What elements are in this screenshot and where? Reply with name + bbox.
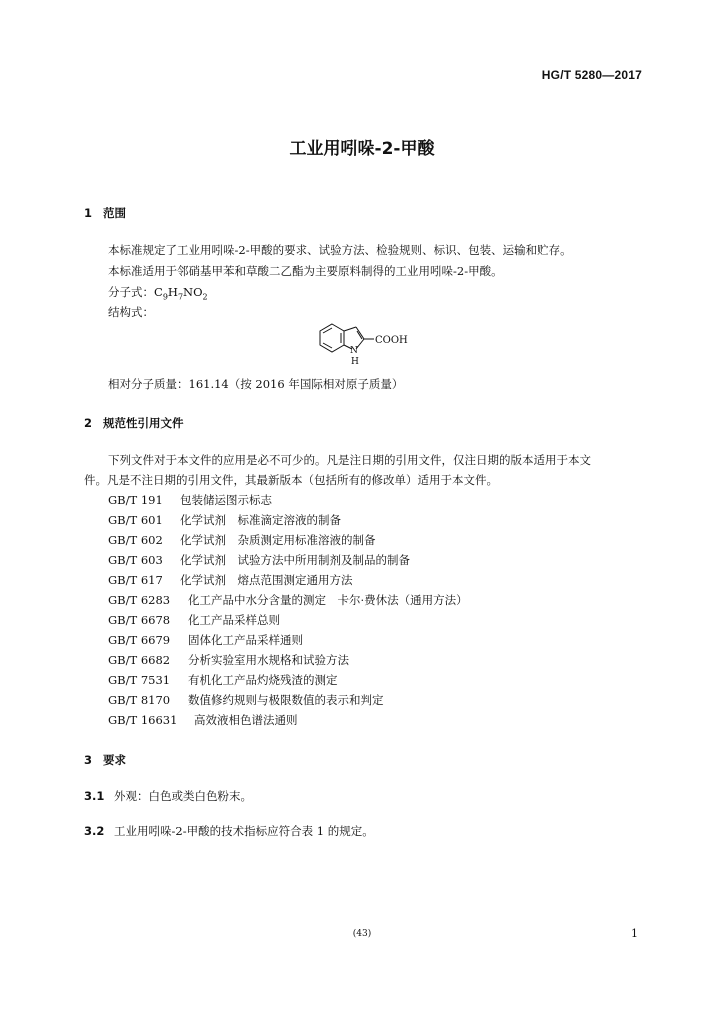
reference-title: 化工产品中水分含量的测定 卡尔·费休法（通用方法） [188, 593, 468, 607]
reference-title: 化学试剂 杂质测定用标准溶液的制备 [180, 533, 376, 547]
clause-number: 3.2 [84, 824, 105, 838]
reference-title: 化学试剂 熔点范围测定通用方法 [180, 573, 353, 587]
formula-h-sub: 7 [177, 292, 184, 302]
requirement-3-2 [84, 822, 374, 840]
reference-item [108, 692, 384, 708]
formula-h: H [167, 285, 178, 299]
section-3-heading [84, 752, 126, 768]
reference-code: GB/T 16631 [108, 713, 178, 727]
reference-item [108, 512, 341, 528]
page-number: 1 [631, 927, 638, 940]
scope-paragraph-2: 本标准适用于邻硝基甲苯和草酸二乙酯为主要原料制得的工业用吲哚-2-甲酸。 [108, 264, 503, 278]
reference-code: GB/T 191 [108, 493, 163, 507]
section-number: 3 [84, 753, 93, 767]
reference-code: GB/T 8170 [108, 693, 171, 707]
cooh-group: COOH [375, 335, 408, 346]
reference-item [108, 492, 272, 508]
reference-code: GB/T 6283 [108, 593, 171, 607]
reference-title: 有机化工产品灼烧残渣的测定 [188, 673, 338, 687]
reference-title: 化学试剂 试验方法中所用制剂及制品的制备 [180, 553, 410, 567]
requirement-3-1 [84, 787, 252, 805]
reference-item [108, 532, 376, 548]
reference-code: GB/T 601 [108, 513, 163, 527]
section-1-heading [84, 205, 126, 221]
reference-item [108, 712, 298, 728]
reference-code: GB/T 617 [108, 573, 163, 587]
formula-no-sub: 2 [202, 292, 208, 302]
reference-title: 包装储运图示标志 [180, 493, 272, 507]
reference-title: 分析实验室用水规格和试验方法 [188, 653, 349, 667]
section-number: 2 [84, 416, 93, 430]
formula-c: C [154, 285, 163, 299]
section-number: 1 [84, 206, 93, 220]
reference-title: 数值修约规则与极限数值的表示和判定 [188, 693, 384, 707]
section-title: 规范性引用文件 [103, 416, 184, 430]
reference-title: 化学试剂 标准滴定溶液的制备 [180, 513, 341, 527]
clause-text: 外观：白色或类白色粉末。 [114, 789, 252, 803]
standard-code: HG/T 5280—2017 [541, 68, 642, 82]
section-title: 要求 [103, 753, 126, 767]
reference-title: 高效液相色谱法通则 [194, 713, 298, 727]
reference-code: GB/T 7531 [108, 673, 171, 687]
footer-sequence: (43) [352, 929, 372, 939]
clause-text: 工业用吲哚-2-甲酸的技术指标应符合表 1 的规定。 [114, 824, 374, 838]
reference-item [108, 572, 353, 588]
chemical-structure [318, 320, 428, 370]
reference-item [108, 612, 280, 628]
structure-label: 结构式： [108, 305, 154, 319]
clause-number: 3.1 [84, 789, 105, 803]
reference-item [108, 592, 468, 608]
reference-title: 固体化工产品采样通则 [188, 633, 303, 647]
references-intro-line-2: 件。凡是不注日期的引用文件，其最新版本（包括所有的修改单）适用于本文件。 [84, 473, 498, 487]
nitrogen-atom: N [350, 346, 358, 356]
reference-title: 化工产品采样总则 [188, 613, 280, 627]
formula-c-sub: 9 [162, 292, 168, 302]
reference-code: GB/T 603 [108, 553, 163, 567]
reference-item [108, 632, 303, 648]
indole-ring [320, 324, 374, 352]
reference-code: GB/T 602 [108, 533, 163, 547]
references-intro-line-1: 下列文件对于本文件的应用是必不可少的。凡是注日期的引用文件，仅注日期的版本适用于本文 [108, 453, 591, 467]
reference-item [108, 552, 410, 568]
scope-paragraph-1: 本标准规定了工业用吲哚-2-甲酸的要求、试验方法、检验规则、标识、包装、运输和贮存。 [108, 243, 572, 257]
reference-item [108, 652, 349, 668]
hydrogen-atom: H [351, 357, 359, 367]
reference-code: GB/T 6682 [108, 653, 171, 667]
reference-code: GB/T 6679 [108, 633, 171, 647]
section-title: 范围 [103, 206, 126, 220]
formula-label: 分子式： [108, 285, 154, 299]
section-2-heading [84, 415, 184, 431]
reference-code: GB/T 6678 [108, 613, 171, 627]
reference-item [108, 672, 338, 688]
molecular-mass: 相对分子质量：161.14（按 2016 年国际相对原子质量） [108, 377, 404, 391]
formula-no: NO [183, 285, 203, 299]
document-title: 工业用吲哚-2-甲酸 [289, 139, 435, 159]
